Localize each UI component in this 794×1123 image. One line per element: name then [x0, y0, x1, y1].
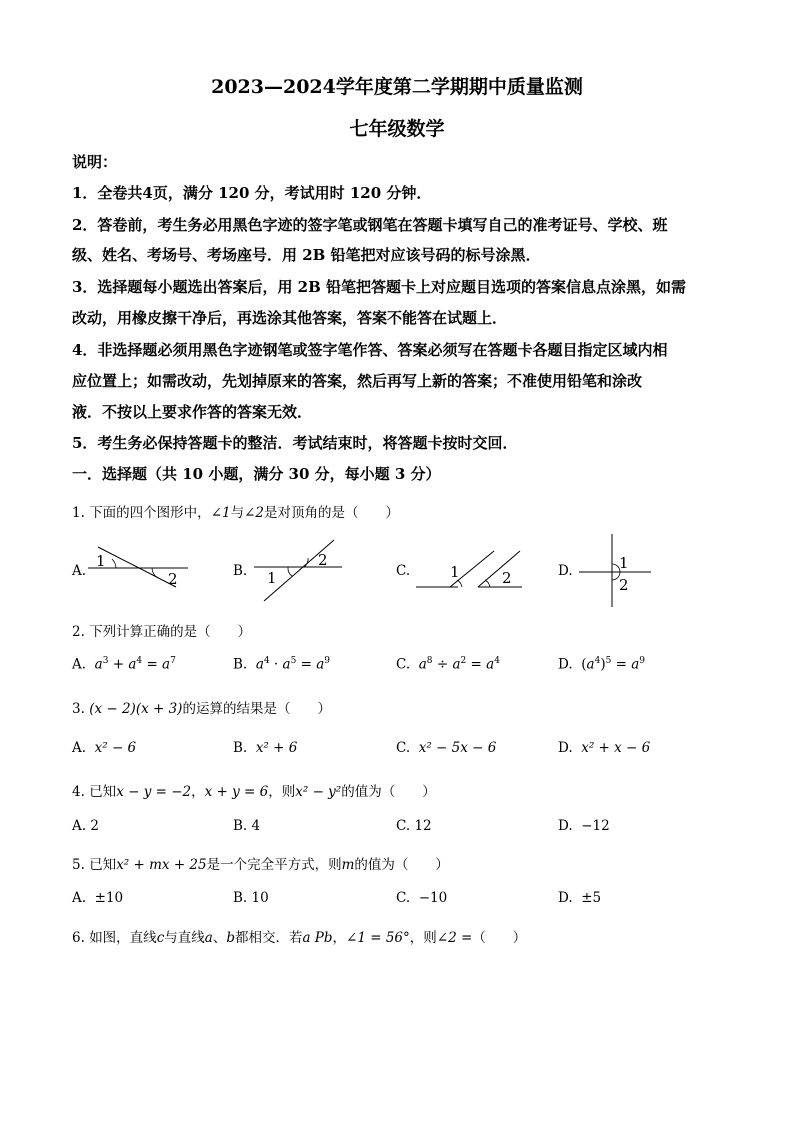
instruction-line: 1．全卷共4页，满分 120 分，考试用时 120 分钟． [72, 184, 432, 202]
exam-title: 2023—2024学年度第二学期期中质量监测 [211, 76, 583, 98]
question-2-option-b: B. $a^4 \cdot a^5 = a^9$ [233, 656, 330, 673]
question-5-option-b: B. 10 [233, 890, 269, 906]
angle-label-2: 2 [318, 551, 328, 569]
question-4-stem: 4. 已知x − y = −2，x + y = 6，则x² − y²的值为（ ） [72, 784, 436, 800]
question-6-stem: 6. 如图，直线c与直线a、b都相交．若a Pb，∠1 = 56°，则∠2 =（ ） [72, 930, 527, 946]
question-number: 3. [72, 701, 85, 717]
angle-label-2: 2 [168, 570, 178, 588]
angle-label-2: 2 [619, 576, 629, 594]
option-letter: B. [233, 563, 248, 579]
question-number: 5. [72, 857, 85, 873]
question-2-option-d: D. $(a^4)^5 = a^9$ [558, 656, 646, 673]
instruction-line: 改动，用橡皮擦干净后，再选涂其他答案，答案不能答在试题上． [72, 309, 508, 327]
question-1-figure-a [88, 542, 198, 596]
exam-subtitle: 七年级数学 [349, 118, 445, 140]
angle-label-1: 1 [267, 569, 277, 587]
question-1-figure-c [416, 549, 528, 595]
option-letter: C. [396, 563, 411, 579]
question-3-option-a: A. x² − 6 [72, 740, 137, 756]
question-4-option-a: A. 2 [72, 818, 99, 834]
instruction-line: 2．答卷前，考生务必用黑色字迹的签字笔或钢笔在答题卡填写自己的准考证号、学校、班 [72, 216, 668, 234]
angle-label-1: 1 [619, 554, 629, 572]
instruction-line: 5．考生务必保持答题卡的整洁．考试结束时，将答题卡按时交回． [72, 434, 518, 452]
instruction-line: 级、姓名、考场号、考场座号．用 2B 铅笔把对应该号码的标号涂黑． [72, 246, 541, 264]
angle-label-2: 2 [502, 569, 512, 587]
question-3-option-b: B. x² + 6 [233, 740, 298, 756]
question-2-option-c: C. $a^8 \div a^2 = a^4$ [396, 656, 500, 673]
question-5-option-c: C. −10 [396, 890, 448, 906]
question-5-option-a: A. ±10 [72, 890, 124, 906]
instruction-line: 液．不按以上要求作答的答案无效． [72, 403, 313, 421]
instructions-heading: 说明： [72, 153, 118, 171]
question-number: 4. [72, 784, 85, 800]
question-number: 2. [72, 624, 85, 640]
angle-label-1: 1 [96, 552, 106, 570]
question-4-option-d: D. −12 [558, 818, 610, 834]
question-1-figure-b [250, 538, 350, 608]
section-heading: 一．选择题（共 10 小题，满分 30 分，每小题 3 分） [72, 465, 441, 483]
question-5-stem: 5. 已知x² + mx + 25是一个完全平方式，则m的值为（ ） [72, 857, 449, 873]
option-letter: D. [558, 563, 573, 579]
question-2-option-a: A. $a^3 + a^4 = a^7$ [72, 656, 176, 673]
question-4-option-c: C. 12 [396, 818, 432, 834]
angle-label-1: 1 [450, 563, 460, 581]
question-3-stem: 3. (x − 2)(x + 3)的运算的结果是（ ） [72, 701, 331, 717]
question-3-option-c: C. x² − 5x − 6 [396, 740, 497, 756]
question-5-option-d: D. ±5 [558, 890, 602, 906]
question-1-figure-d [575, 532, 655, 612]
question-number: 6. [72, 930, 85, 946]
question-3-option-d: D. x² + x − 6 [558, 740, 651, 756]
question-4-option-b: B. 4 [233, 818, 261, 834]
instruction-line: 应位置上；如需改动，先划掉原来的答案，然后再写上新的答案；不准使用铅笔和涂改 [72, 372, 643, 390]
question-2-stem: 2. 下列计算正确的是（ ） [72, 624, 252, 640]
option-letter: A. [72, 563, 87, 579]
question-1-stem: 1. 下面的四个图形中，∠1与∠2是对顶角的是（ ） [72, 505, 399, 521]
instruction-line: 3．选择题每小题选出答案后，用 2B 铅笔把答题卡上对应题目选项的答案信息点涂黑，如需 [72, 278, 687, 296]
instruction-line: 4．非选择题必须用黑色字迹钢笔或签字笔作答、答案必须写在答题卡各题目指定区域内相 [72, 341, 668, 359]
question-number: 1. [72, 505, 85, 521]
